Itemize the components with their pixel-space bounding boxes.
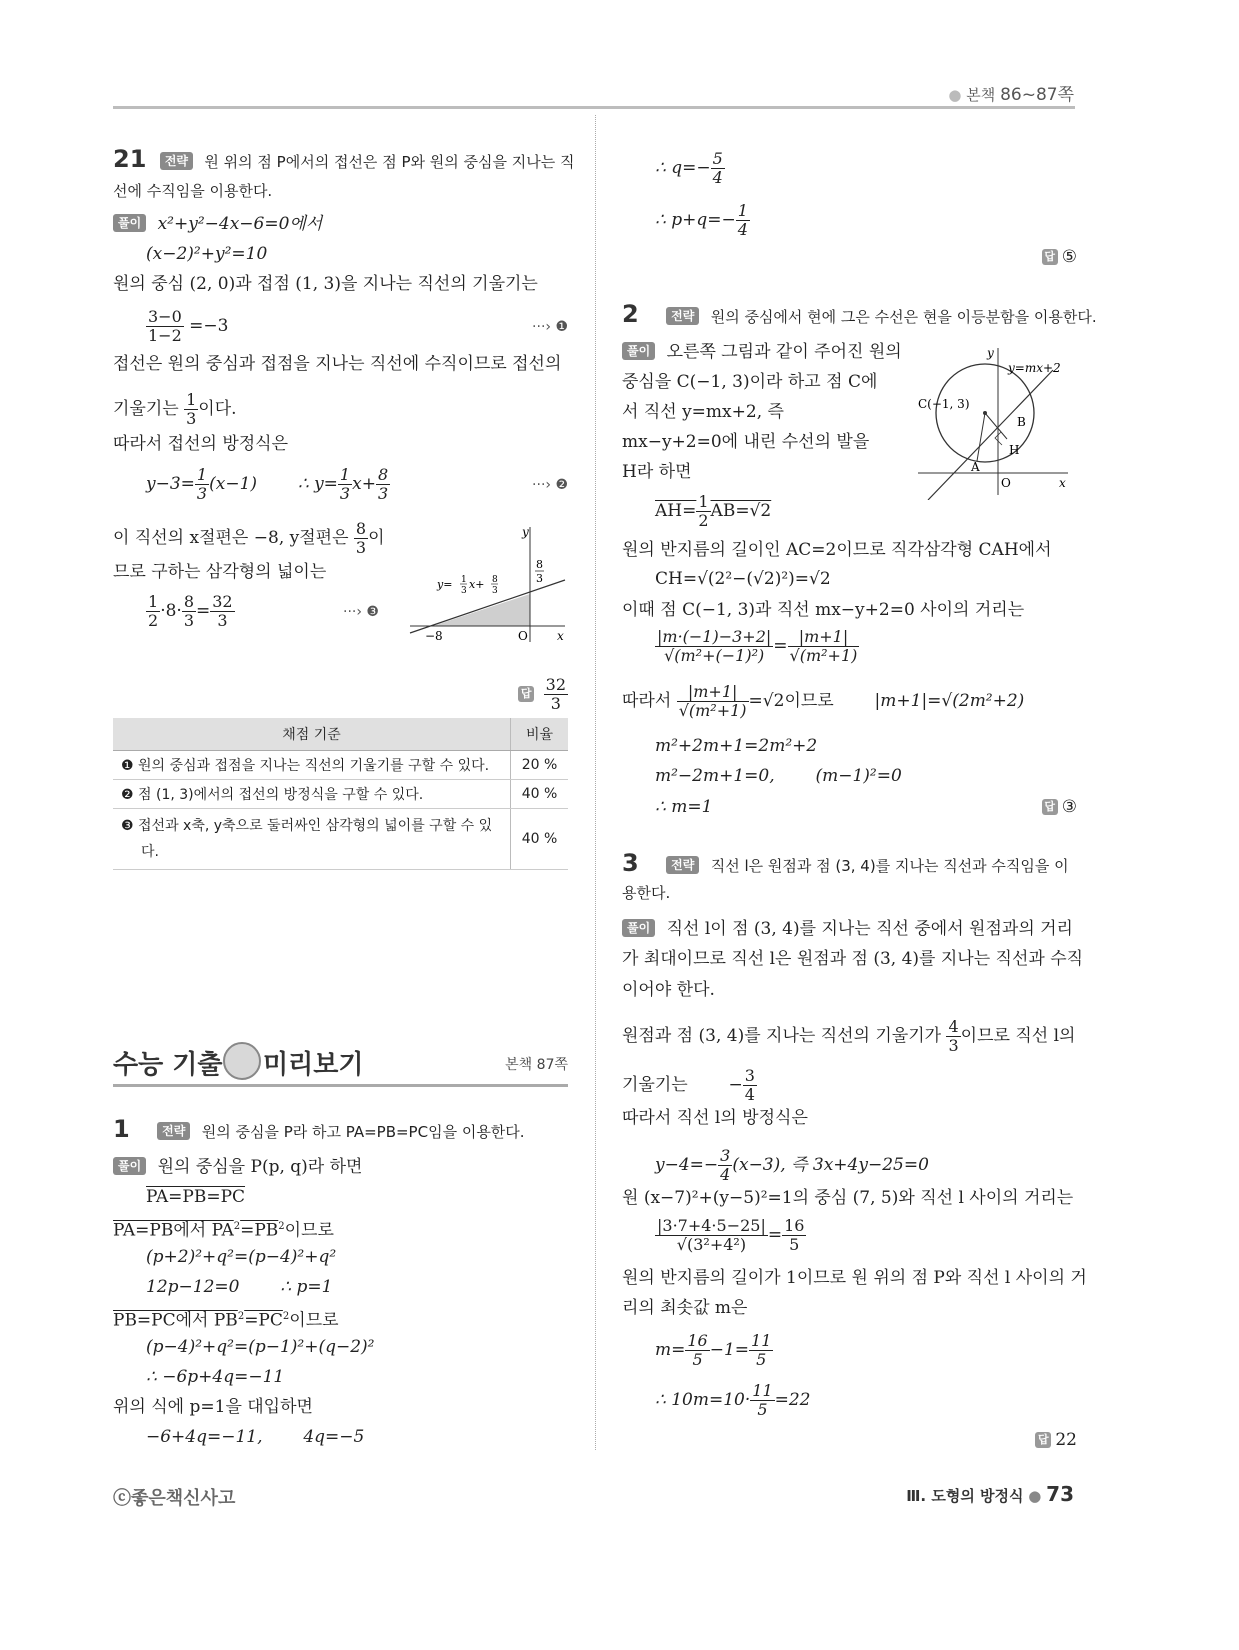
equation: =PB bbox=[240, 1220, 279, 1241]
table-row bbox=[113, 780, 568, 809]
equation: PA=PB=PC bbox=[146, 1187, 246, 1207]
equation: m²+2m+1=2m²+2 bbox=[655, 736, 818, 756]
b-label: B bbox=[1017, 415, 1026, 429]
origin-label: O bbox=[518, 629, 528, 643]
section-rule bbox=[113, 1084, 568, 1087]
graph-21 bbox=[405, 522, 575, 647]
equation: (x−3), 즉 3x+4y−25=0 bbox=[732, 1155, 929, 1175]
criteria-text: 접선과 x축, y축으로 둘러싸인 삼각형의 넓이를 구할 수 있 bbox=[138, 818, 493, 834]
superscript: 2 bbox=[237, 1311, 245, 1322]
fraction: $\frac{|m\cdot(-1)-3+2|}{\text{√(m²+(−1)²)}}$ bbox=[657, 627, 772, 665]
equation: −1= bbox=[709, 1340, 750, 1360]
perpendicular bbox=[985, 413, 1007, 439]
equation: y−3= bbox=[146, 474, 195, 494]
fraction: $\frac{|m+1|}{\text{√(m²+1)}}$ bbox=[678, 682, 747, 720]
text-line: =√2이므로 bbox=[748, 691, 834, 711]
equation: m= bbox=[655, 1340, 686, 1360]
text-line: 이때 점 C(−1, 3)과 직선 mx−y+2=0 사이의 거리는 bbox=[622, 600, 1025, 620]
fraction: $\frac{8}{3}$ bbox=[355, 519, 367, 557]
strategy-text: 직선 l은 원점과 점 (3, 4)를 지나는 직선과 수직임을 이 bbox=[710, 857, 1069, 875]
fraction: $\frac{1}{2}$ bbox=[698, 492, 709, 530]
fraction: $\frac{|m+1|}{\text{√(m²+1)}}$ bbox=[789, 627, 858, 665]
strategy-badge: 전략 bbox=[666, 856, 699, 874]
graph-2 bbox=[913, 340, 1078, 500]
col-criteria: 채점 기준 bbox=[113, 718, 511, 751]
equation: (x−1) bbox=[209, 474, 258, 494]
text-line: 므로 구하는 삼각형의 넓이는 bbox=[113, 562, 327, 582]
answer-badge: 답 bbox=[1035, 1432, 1051, 1448]
equation: 4q=−5 bbox=[303, 1427, 365, 1447]
fraction: $\frac{5}{4}$ bbox=[712, 149, 723, 187]
text-line: 가 최대이므로 직선 l은 원점과 점 (3, 4)를 지나는 직선과 수직 bbox=[622, 949, 1084, 969]
header-rule bbox=[113, 106, 1075, 109]
criteria-text: 점 (1, 3)에서의 접선의 방정식을 구할 수 있다. bbox=[138, 787, 424, 803]
fraction: $\frac{11}{5}$ bbox=[752, 1381, 773, 1419]
equation: ∴ −6p+4q=−11 bbox=[146, 1367, 285, 1387]
text-line: H라 하면 bbox=[622, 462, 692, 482]
superscript: 2 bbox=[278, 1221, 285, 1232]
c-label: C(−1, 3) bbox=[918, 397, 970, 411]
answer-badge: 답 bbox=[1042, 799, 1058, 815]
text-line: 원의 중심을 P(p, q)라 하면 bbox=[157, 1157, 363, 1177]
text-line: 이다. bbox=[198, 399, 237, 419]
equation: (p+2)²+q²=(p−4)²+q² bbox=[146, 1247, 337, 1267]
radius-ca bbox=[977, 413, 985, 461]
table-row bbox=[113, 809, 568, 870]
text-line: 접선은 원의 중심과 접점을 지나는 직선에 수직이므로 접선의 bbox=[113, 354, 562, 374]
ref-page: 87쪽 bbox=[536, 1057, 568, 1073]
equation: (m−1)²=0 bbox=[815, 766, 902, 786]
section-title-b: 미리보기 bbox=[263, 1050, 364, 1080]
answer-value: ③ bbox=[1061, 797, 1077, 817]
line-mx2 bbox=[928, 370, 1053, 500]
text-line: 중심을 C(−1, 3)이라 하고 점 C에 bbox=[622, 372, 878, 392]
equation: x²+y²−4x−6=0에서 bbox=[157, 214, 323, 234]
criteria-ratio: 20 % bbox=[511, 751, 569, 780]
text-line: 이 직선의 x절편은 −8, y절편은 bbox=[113, 528, 349, 548]
mascot-icon bbox=[223, 1042, 261, 1080]
criteria-text: 원의 중심과 접점을 지나는 직선의 기울기를 구할 수 있다. bbox=[138, 758, 490, 774]
line-label-b: x+ bbox=[469, 578, 485, 591]
criteria-ratio: 40 % bbox=[511, 780, 569, 809]
equation: AH= bbox=[655, 501, 697, 521]
page-number: 73 bbox=[1046, 1482, 1074, 1506]
y-label: y bbox=[522, 525, 529, 539]
answer-badge: 답 bbox=[518, 686, 534, 702]
problem-number: 3 bbox=[622, 849, 639, 877]
xint-label: −8 bbox=[425, 629, 443, 643]
header-prefix: 본책 bbox=[966, 86, 996, 104]
equation: (p−4)²+q²=(p−1)²+(q−2)² bbox=[146, 1337, 375, 1357]
header-pages: 86~87쪽 bbox=[1000, 85, 1074, 105]
strategy-text: 원의 중심에서 현에 그은 수선은 현을 이등분함을 이용한다. bbox=[710, 308, 1097, 326]
fraction: $\frac{|3\cdot 7+4\cdot 5-25|}{\text{√(3²+4²)}}$ bbox=[657, 1216, 766, 1254]
equation: ∴ p=1 bbox=[280, 1277, 333, 1297]
fraction: $\frac{8}{3}$ bbox=[377, 465, 389, 503]
equation: ∴ 10m=10· bbox=[655, 1390, 751, 1410]
triangle-region bbox=[433, 594, 530, 626]
equation: −6+4q=−11, bbox=[146, 1427, 263, 1447]
marker-2: ···› ❷ bbox=[532, 477, 568, 493]
table-row bbox=[113, 751, 568, 780]
page-header bbox=[948, 80, 1074, 105]
yint-num: 8 bbox=[536, 558, 543, 571]
equation: ∴ y= bbox=[297, 474, 338, 494]
h-label: H bbox=[1009, 443, 1020, 457]
text-line: 따라서 직선 l의 방정식은 bbox=[622, 1108, 808, 1128]
problem-number: 21 bbox=[113, 145, 147, 173]
line-label-num: 1 bbox=[461, 575, 467, 585]
column-divider bbox=[595, 115, 596, 1450]
problem-number: 1 bbox=[113, 1115, 130, 1143]
text-line: 리의 최솟값 m은 bbox=[622, 1298, 748, 1318]
section-title-a: 수능 기출 bbox=[113, 1050, 223, 1080]
ref-prefix: 본책 bbox=[505, 1057, 533, 1073]
scoring-table bbox=[113, 718, 568, 870]
text-line: 원의 반지름의 길이가 1이므로 원 위의 점 P와 직선 l 사이의 거 bbox=[622, 1268, 1087, 1288]
origin-label: O bbox=[1001, 476, 1011, 490]
equation: − bbox=[728, 1075, 743, 1095]
equation: PA=PB에서 PA bbox=[113, 1220, 234, 1241]
fraction: $\frac{16}{5}$ bbox=[687, 1331, 708, 1369]
publisher-logo: ⓒ좋은책신사고 bbox=[113, 1488, 236, 1509]
fraction: $\frac{8}{3}$ bbox=[183, 592, 194, 630]
equation: y−4=− bbox=[655, 1155, 719, 1175]
page-footer bbox=[906, 1482, 1074, 1506]
text-line: 기울기는 bbox=[113, 399, 179, 419]
line-label: y=mx+2 bbox=[1008, 361, 1061, 375]
text-line: 이므로 bbox=[289, 1310, 339, 1331]
equation: = bbox=[767, 1225, 783, 1245]
solution-badge: 풀이 bbox=[622, 342, 655, 360]
y-label: y bbox=[987, 346, 994, 360]
fraction: $\frac{1}{4}$ bbox=[737, 201, 748, 239]
line-label-num2: 8 bbox=[492, 575, 498, 585]
equation: |m+1|=√(2m²+2) bbox=[874, 691, 1025, 711]
line-label-den: 3 bbox=[461, 586, 467, 596]
criteria-mark: ❶ bbox=[121, 758, 134, 774]
section-header bbox=[113, 1040, 568, 1090]
center-dot bbox=[983, 411, 987, 415]
text-line: 원의 반지름의 길이인 AC=2이므로 직각삼각형 CAH에서 bbox=[622, 540, 1052, 560]
answer-value: 22 bbox=[1055, 1430, 1077, 1450]
fraction: $\frac{16}{5}$ bbox=[784, 1216, 805, 1254]
equation: 12p−12=0 bbox=[146, 1277, 240, 1297]
fraction: $\frac{3-0}{1-2}$ bbox=[148, 307, 182, 345]
fraction: $\frac{1}{2}$ bbox=[148, 592, 159, 630]
equation: (x−2)²+y²=10 bbox=[146, 244, 268, 264]
a-label: A bbox=[971, 460, 980, 474]
text-line: 원 (x−7)²+(y−5)²=1의 중심 (7, 5)와 직선 l 사이의 거리는 bbox=[622, 1188, 1074, 1208]
marker-1: ···› ❶ bbox=[532, 319, 568, 335]
superscript: 2 bbox=[282, 1311, 290, 1322]
text-line: 이므로 bbox=[284, 1220, 334, 1241]
answer-fraction: $\frac{32}{3}$ bbox=[545, 675, 566, 713]
chapter-title: Ⅲ. 도형의 방정식 bbox=[906, 1487, 1024, 1505]
text-line: 기울기는 bbox=[622, 1075, 688, 1095]
equation: =−3 bbox=[189, 316, 229, 336]
fraction: $\frac{1}{3}$ bbox=[186, 390, 197, 428]
equation: ∴ q=− bbox=[655, 158, 711, 178]
col-ratio: 비율 bbox=[511, 718, 569, 751]
bullet-icon: ● bbox=[948, 86, 962, 104]
strategy-badge: 전략 bbox=[157, 1122, 190, 1140]
solution-badge: 풀이 bbox=[113, 1157, 146, 1175]
x-label: x bbox=[1059, 476, 1066, 490]
fraction: $\frac{32}{3}$ bbox=[212, 592, 233, 630]
fraction: $\frac{1}{3}$ bbox=[196, 465, 208, 503]
answer-value: ⑤ bbox=[1061, 247, 1077, 267]
equation: =22 bbox=[774, 1390, 811, 1410]
equation: =PC bbox=[244, 1310, 283, 1331]
equation: ·8· bbox=[160, 601, 182, 621]
fraction: $\frac{3}{4}$ bbox=[744, 1066, 755, 1104]
criteria-mark: ❸ bbox=[121, 818, 134, 834]
equation: AB=√2 bbox=[710, 501, 772, 521]
section-ref bbox=[505, 1054, 568, 1074]
equation: = bbox=[773, 636, 788, 656]
strategy-text: 원의 중심을 P라 하고 PA=PB=PC임을 이용한다. bbox=[201, 1123, 525, 1141]
text-line: 직선 l이 점 (3, 4)를 지나는 직선 중에서 원점과의 거리 bbox=[666, 919, 1073, 939]
equation: x+ bbox=[352, 474, 376, 494]
solution-badge: 풀이 bbox=[113, 214, 146, 232]
text-line: 이므로 직선 l의 bbox=[960, 1026, 1076, 1046]
fraction: $\frac{4}{3}$ bbox=[948, 1017, 959, 1055]
text-line: 원점과 점 (3, 4)를 지나는 직선의 기울기가 bbox=[622, 1026, 942, 1046]
text-line: 원의 중심 (2, 0)과 접점 (1, 3)을 지나는 직선의 기울기는 bbox=[113, 274, 538, 294]
x-label: x bbox=[557, 629, 564, 643]
equation: CH=√(2²−(√2)²)=√2 bbox=[655, 569, 831, 589]
answer-badge: 답 bbox=[1042, 249, 1058, 265]
equation: ∴ p+q=− bbox=[655, 210, 736, 230]
fraction: $\frac{3}{4}$ bbox=[720, 1146, 731, 1184]
text-line: 따라서 접선의 방정식은 bbox=[113, 434, 289, 454]
text-line: 위의 식에 p=1을 대입하면 bbox=[113, 1397, 313, 1417]
equation: m²−2m+1=0, bbox=[655, 766, 775, 786]
yint-den: 3 bbox=[536, 572, 543, 585]
criteria-mark: ❷ bbox=[121, 787, 134, 803]
strategy-text: 원 위의 점 P에서의 접선은 점 P와 원의 중심을 지나는 직 bbox=[204, 153, 575, 171]
text-line: 따라서 bbox=[622, 691, 672, 711]
strategy-badge: 전략 bbox=[160, 152, 193, 170]
fraction: $\frac{1}{3}$ bbox=[339, 465, 351, 503]
equation: ∴ m=1 bbox=[655, 797, 713, 817]
text-line: 서 직선 y=mx+2, 즉 bbox=[622, 402, 784, 422]
table-header bbox=[113, 718, 568, 751]
line-label-den2: 3 bbox=[492, 586, 498, 596]
text-line: 이어야 한다. bbox=[622, 980, 715, 1000]
text-line: 오른쪽 그림과 같이 주어진 원의 bbox=[666, 342, 902, 362]
text-line: mx−y+2=0에 내린 수선의 발을 bbox=[622, 432, 870, 452]
line-label-a: y= bbox=[437, 578, 453, 591]
text-line: 이 bbox=[368, 528, 385, 548]
marker-3: ···› ❸ bbox=[343, 604, 379, 620]
criteria-ratio: 40 % bbox=[511, 809, 569, 870]
strategy-text: 용한다. bbox=[622, 884, 671, 902]
criteria-text: 다. bbox=[141, 844, 159, 860]
fraction: $\frac{11}{5}$ bbox=[751, 1331, 772, 1369]
solution-badge: 풀이 bbox=[622, 919, 655, 937]
problem-number: 2 bbox=[622, 300, 639, 328]
equation: = bbox=[196, 601, 211, 621]
superscript: 2 bbox=[233, 1221, 241, 1232]
strategy-badge: 전략 bbox=[666, 307, 699, 325]
equation: PB=PC에서 PB bbox=[113, 1310, 238, 1331]
strategy-text: 선에 수직임을 이용한다. bbox=[113, 182, 273, 200]
bullet-icon: ● bbox=[1028, 1487, 1042, 1505]
